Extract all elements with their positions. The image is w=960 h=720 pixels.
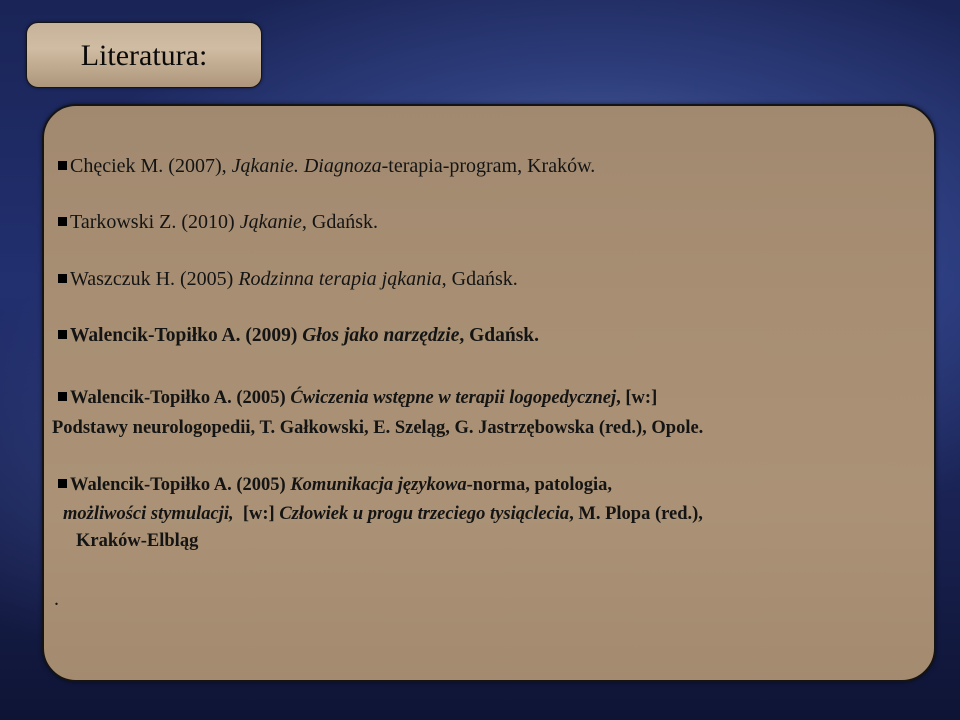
entry-text: , [w:] — [616, 388, 658, 408]
entry-text: Chęciek M. (2007), — [70, 155, 232, 177]
bibliography-entry-5 — [58, 384, 657, 412]
entry-title: Głos jako narzędzie — [302, 325, 460, 346]
bullet-icon — [58, 330, 67, 339]
entry-title: Rodzinna terapia jąkania — [238, 268, 442, 290]
entry-title: Człowiek u progu trzeciego tysiąclecia — [279, 504, 570, 524]
entry-text: , Gdańsk. — [459, 325, 540, 346]
bullet-icon — [58, 392, 67, 401]
bibliography-entry-6 — [58, 471, 612, 499]
trailing-dot: . — [54, 588, 59, 610]
bullet-icon — [58, 217, 67, 226]
entry-text: Kraków-Elbląg — [76, 531, 199, 551]
entry-text: , Gdańsk. — [301, 211, 378, 233]
slide-title: Literatura: — [80, 39, 208, 72]
bibliography-entry-5-line-2 — [52, 414, 703, 442]
bibliography-entry-3 — [58, 265, 518, 293]
bullet-icon — [58, 274, 67, 283]
bullet-icon — [58, 161, 67, 170]
entry-text: Podstawy neurologopedii, T. Gałkowski, E. Szeląg, G. Jastrzębowska (red.), Opole. — [52, 418, 704, 438]
entry-text: Walencik-Topiłko A. (2005) — [70, 388, 291, 408]
entry-title: Komunikacja językowa — [290, 475, 467, 495]
bibliography-entry-6-line-2 — [63, 500, 703, 528]
entry-title: możliwości stymulacji, — [63, 504, 234, 524]
entry-text: , Gdańsk. — [441, 268, 518, 290]
entry-title: Jąkanie. Diagnoza — [231, 155, 382, 177]
bibliography-entry-6-line-3 — [76, 527, 198, 555]
entry-text: Walencik-Topiłko A. (2005) — [70, 475, 291, 495]
bibliography-entry-1 — [58, 152, 595, 180]
entry-title: Jąkanie — [239, 211, 302, 233]
bibliography-entry-2 — [58, 208, 378, 236]
entry-text: Waszczuk H. (2005) — [70, 268, 239, 290]
entry-title: Ćwiczenia wstępne w terapii logopedycznej — [290, 388, 617, 408]
bibliography-entry-4 — [58, 322, 539, 350]
entry-text: [w:] — [233, 504, 280, 524]
entry-text: -terapia-program, Kraków. — [381, 155, 596, 177]
bullet-icon — [58, 479, 67, 488]
title-box — [26, 22, 262, 88]
entry-text: Tarkowski Z. (2010) — [70, 211, 240, 233]
entry-text: Walencik-Topiłko A. (2009) — [70, 325, 303, 346]
entry-text: , M. Plopa (red.), — [569, 504, 703, 524]
entry-text: -norma, patologia, — [466, 475, 613, 495]
